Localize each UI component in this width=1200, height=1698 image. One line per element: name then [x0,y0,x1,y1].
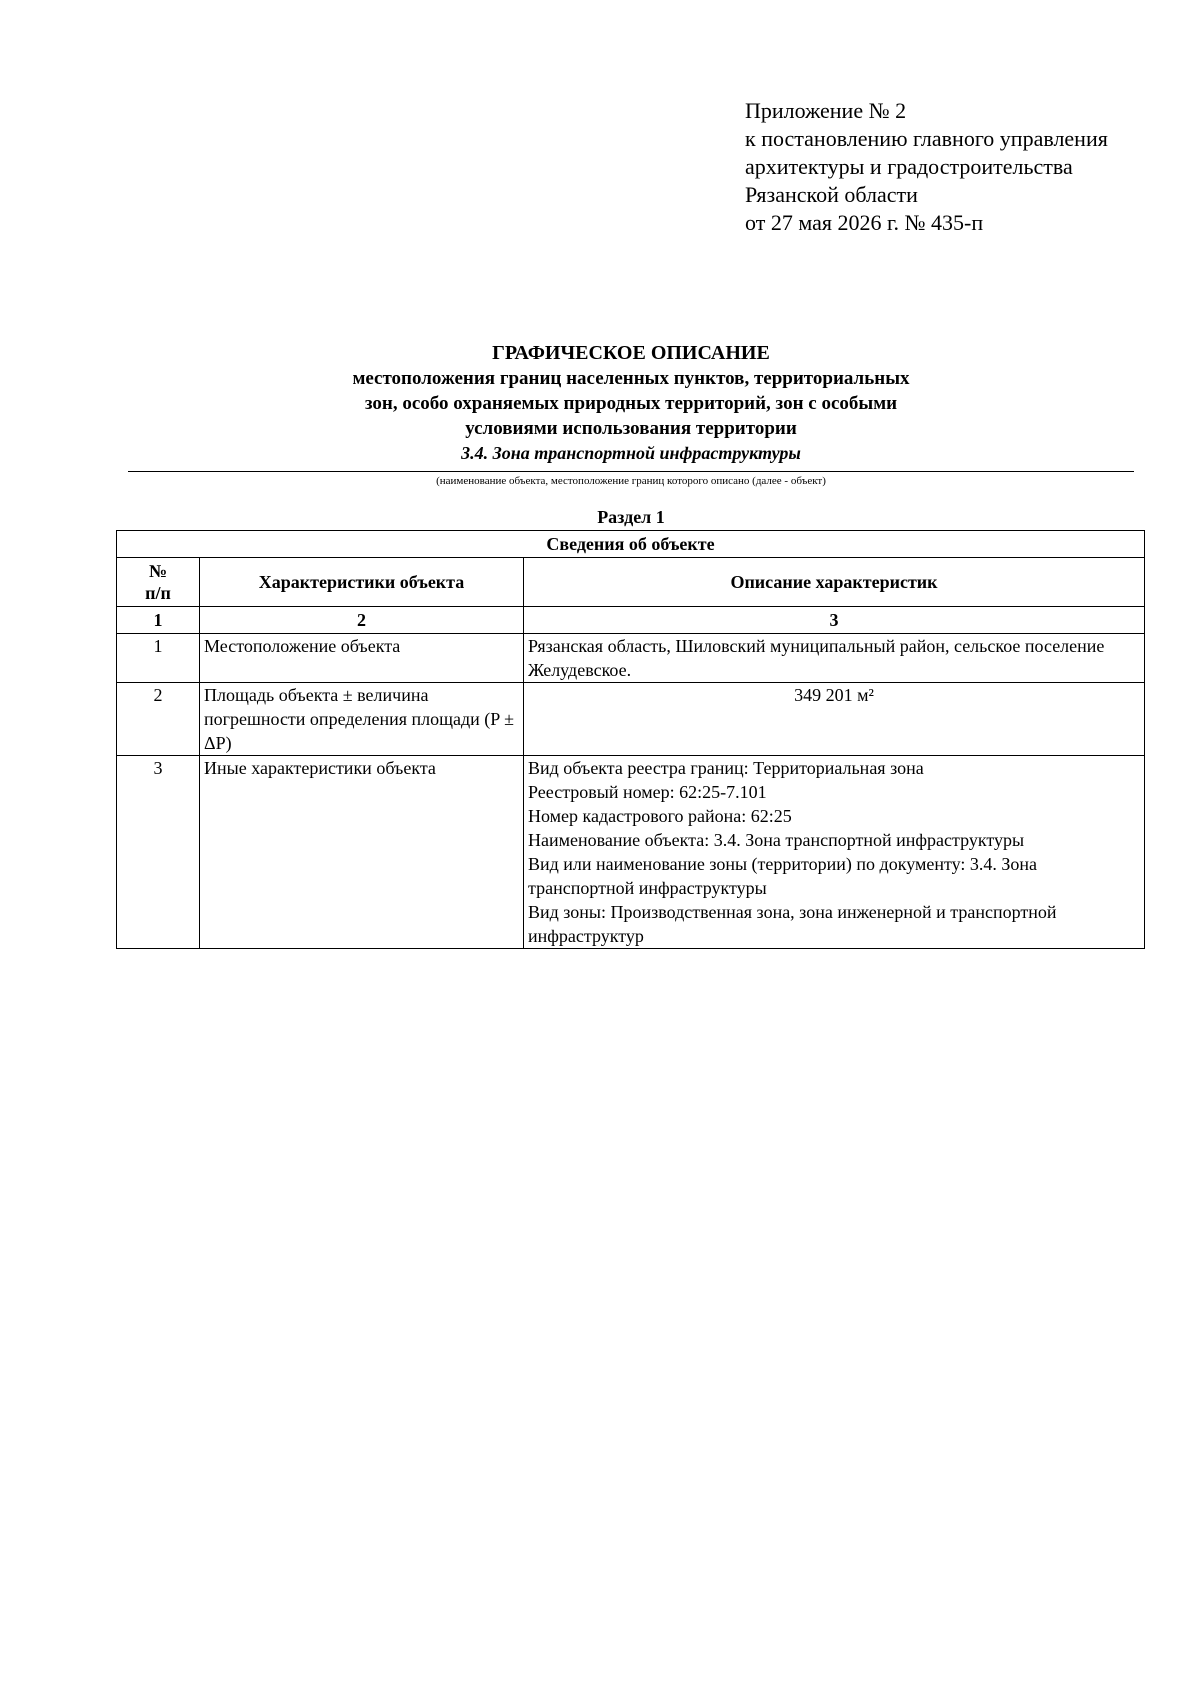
table-header-row [117,558,1145,607]
row-number: 2 [117,683,200,756]
header-number [117,558,200,607]
object-name-hint: (наименование объекта, местоположение границ которого описано (далее - объект) [436,475,826,487]
header-characteristics: Характеристики объекта [200,558,524,607]
description-line: Номер кадастрового района: 62:25 [528,806,792,826]
row-characteristic: Иные характеристики объекта [200,756,524,949]
object-name-underline [128,471,1134,472]
appendix-line: архитектуры и градостроительства [745,154,1073,179]
document-subtitle-line: местоположения границ населенных пунктов, территориальных [352,368,910,389]
row-description [524,756,1145,949]
column-number: 3 [524,607,1145,634]
header-description: Описание характеристик [524,558,1145,607]
description-line: Вид или наименование зоны (территории) по документу: 3.4. Зона транспортной инфраструктуры [528,854,1038,898]
table-caption: Сведения об объекте [117,531,1145,558]
appendix-line: Рязанской области [745,182,918,207]
header-number-line: № [148,561,168,581]
object-info-table [116,530,1145,949]
row-description: Рязанская область, Шиловский муниципальный район, сельское поселение Желудевское. [524,634,1145,683]
header-number-line: п/п [145,583,171,603]
document-subtitle-line: зон, особо охраняемых природных территорий, зон с особыми [364,393,898,414]
section-title: Раздел 1 [597,507,665,527]
column-number: 1 [117,607,200,634]
description-line: Реестровый номер: 62:25-7.101 [528,782,767,802]
description-line: Вид объекта реестра границ: Территориальная зона [528,758,924,778]
description-line: Наименование объекта: 3.4. Зона транспортной инфраструктуры [528,830,1025,850]
appendix-line: к постановлению главного управления [745,126,1108,151]
row-number: 3 [117,756,200,949]
appendix-block [745,97,1108,237]
document-subtitle-line: условиями использования территории [465,418,797,439]
row-number: 1 [117,634,200,683]
column-number-row [117,607,1145,634]
column-number: 2 [200,607,524,634]
row-characteristic: Площадь объекта ± величина погрешности определения площади (P ± ΔP) [200,683,524,756]
table-caption-row [117,531,1145,558]
table-row [117,756,1145,949]
appendix-line: Приложение № 2 [745,98,907,123]
description-line: Вид зоны: Производственная зона, зона инженерной и транспортной инфраструктур [528,902,1057,946]
row-characteristic: Местоположение объекта [200,634,524,683]
table-row [117,683,1145,756]
appendix-line: от 27 мая 2026 г. № 435-п [745,210,984,235]
row-description: 349 201 м² [524,683,1145,756]
object-name: 3.4. Зона транспортной инфраструктуры [461,443,801,463]
document-title: ГРАФИЧЕСКОЕ ОПИСАНИЕ [492,342,770,364]
table-row [117,634,1145,683]
document-title-block [128,340,1134,465]
